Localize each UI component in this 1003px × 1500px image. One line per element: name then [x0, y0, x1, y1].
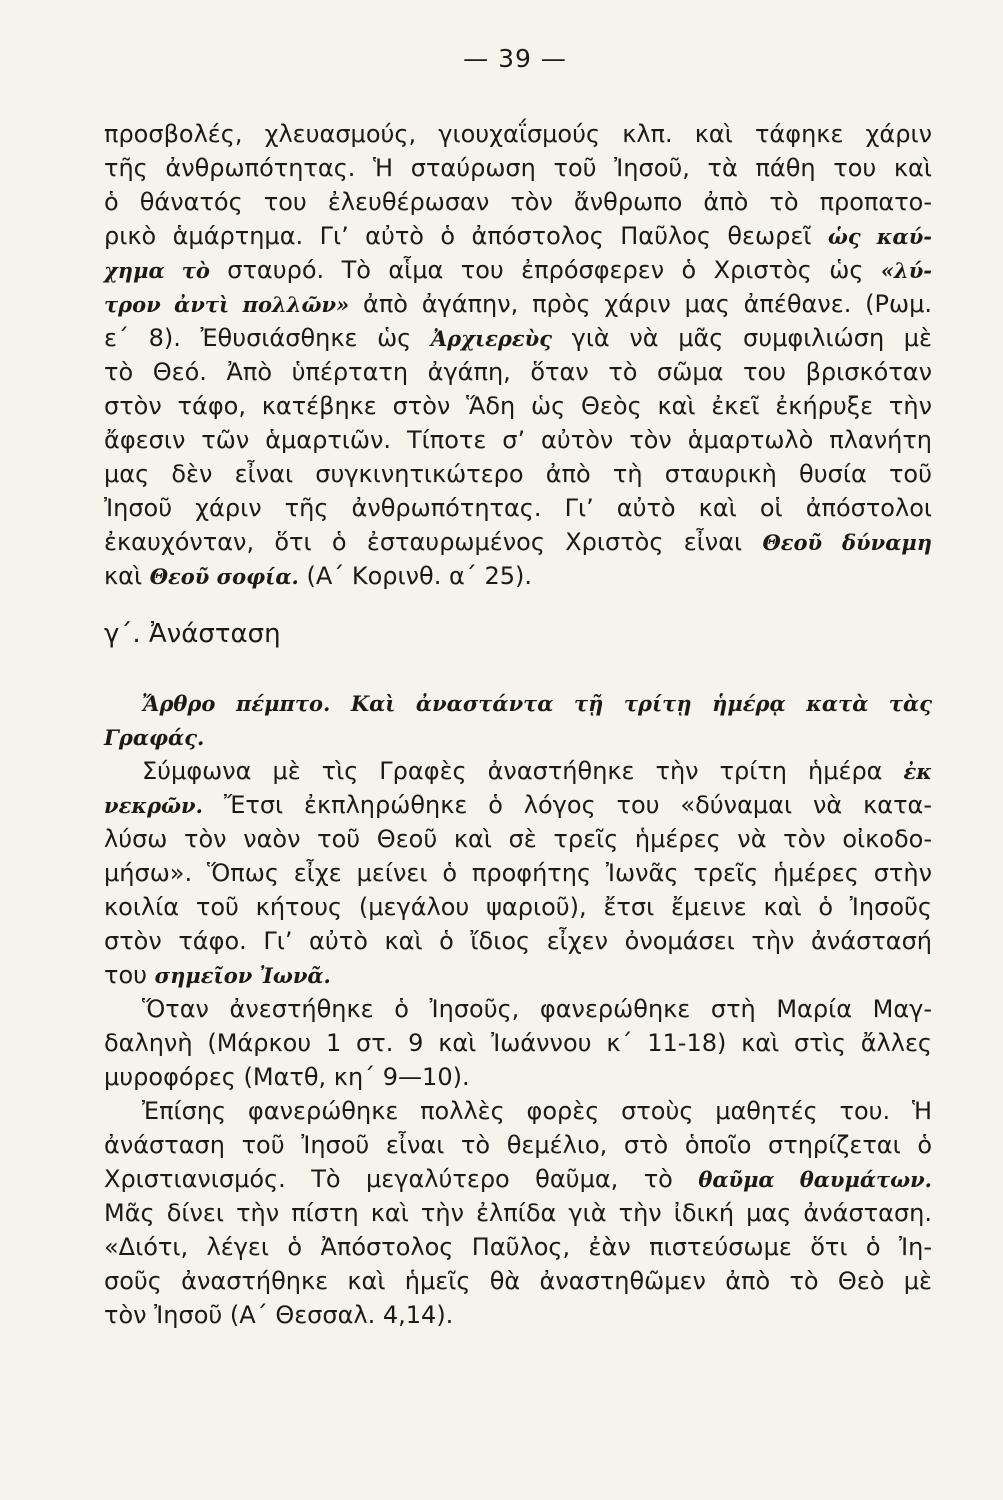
emphasis-text: χημα τὸ [104, 258, 210, 283]
text-run: σοῦς ἀναστήθηκε καὶ ἡμεῖς θὰ ἀναστηθῶμεν ἀπὸ τὸ Θεὸ μὲ [104, 1267, 932, 1295]
article-line [142, 686, 932, 720]
text-run: Ὅταν ἀνεστήθηκε ὁ Ἰησοῦς, φανερώθηκε στὴ Μαρία Μαγ- [142, 995, 932, 1023]
text-line [104, 389, 932, 423]
text-line [104, 355, 932, 389]
text-line [104, 185, 932, 219]
text-run: δαληνὴ (Μάρκου 1 στ. 9 καὶ Ἰωάννου κ΄ 11-18) καὶ στὶς ἄλλες [104, 1029, 932, 1057]
text-line [104, 822, 932, 856]
text-line [142, 992, 932, 1026]
text-run: σταυρό. Τὸ αἷμα του ἐπρόσφερεν ὁ Χριστὸς ὡς [227, 256, 864, 284]
text-run: καὶ [104, 562, 143, 590]
emphasis-text: Ἀρχιερεὺς [430, 326, 552, 351]
text-run: ἐκαυχόνταν, ὅτι ὁ ἐσταυρωμένος Χριστὸς εἶναι [104, 528, 743, 556]
text-run: λύσω τὸν ναὸν τοῦ Θεοῦ καὶ σὲ τρεῖς ἡμέρες νὰ τὸν οἰκοδο- [104, 825, 932, 853]
text-line [104, 219, 932, 253]
text-line [104, 1264, 932, 1298]
text-run: ὁ θάνατός του ἐλευθέρωσαν τὸν ἄνθρωπο ἀπὸ τὸ προπατο- [104, 188, 932, 216]
text-run: τὸν Ἰησοῦ (Α΄ Θεσσαλ. 4,14). [104, 1301, 454, 1329]
text-run: στὸν τάφο. Γι’ αὐτὸ καὶ ὁ ἴδιος εἶχεν ὀνομάσει τὴν ἀνάστασή [104, 927, 932, 955]
text-line [104, 856, 932, 890]
emphasis-text: Θεοῦ δύναμη [762, 530, 932, 555]
text-line [104, 117, 932, 151]
text-run: ε΄ 8). Ἐθυσιάσθηκε ὡς [104, 324, 412, 352]
text-line [104, 491, 932, 525]
text-run: ἄφεσιν τῶν ἁμαρτιῶν. Τίποτε σ’ αὐτὸν τὸν ἁμαρτωλὸ πλανήτη [104, 426, 932, 454]
text-line [104, 1060, 932, 1094]
emphasis-text: «λύ- [880, 258, 932, 283]
text-line [104, 457, 932, 491]
text-run: προσβολές, χλευασμούς, γιουχαΐσμούς κλπ. καὶ τάφηκε χάριν [104, 120, 932, 148]
emphasis-text: σημεῖον Ἰωνᾶ. [154, 963, 331, 988]
text-run: γιὰ νὰ μᾶς συμφιλιώση μὲ [571, 324, 933, 352]
section-heading: γ΄. Ἀνάσταση [104, 619, 281, 649]
text-line [104, 1298, 932, 1332]
text-run: ἀπὸ ἀγάπην, πρὸς χάριν μας ἀπέθανε. (Ρωμ. [363, 290, 932, 318]
text-run: (Α΄ Κορινθ. α΄ 25). [306, 562, 532, 590]
text-line [104, 924, 932, 958]
text-line [142, 1094, 932, 1128]
text-line [104, 321, 932, 355]
text-line [104, 1128, 932, 1162]
text-run: Μᾶς δίνει τὴν πίστη καὶ τὴν ἐλπίδα γιὰ τὴν ἰδική μας ἀνάσταση. [104, 1199, 932, 1227]
text-line [104, 253, 932, 287]
text-run: «Διότι, λέγει ὁ Ἀπόστολος Παῦλος, ἐὰν πιστεύσωμε ὅτι ὁ Ἰη- [104, 1233, 932, 1261]
text-run: Ἰησοῦ χάριν τῆς ἀνθρωπότητας. Γι’ αὐτὸ καὶ οἱ ἀπόστολοι [104, 494, 932, 522]
text-line [104, 1230, 932, 1264]
text-run: τὸ Θεό. Ἀπὸ ὑπέρτατη ἀγάπη, ὅταν τὸ σῶμα του βρισκόταν [104, 358, 932, 386]
text-run: μήσω». Ὅπως εἶχε μείνει ὁ προφήτης Ἰωνᾶς τρεῖς ἡμέρες στὴν [104, 859, 932, 887]
text-run: στὸν τάφο, κατέβηκε στὸν Ἅδη ὡς Θεὸς καὶ ἐκεῖ ἐκήρυξε τὴν [104, 392, 932, 420]
text-line [142, 754, 932, 788]
text-line [104, 559, 932, 593]
text-line [104, 423, 932, 457]
text-line [104, 788, 932, 822]
text-line [104, 525, 932, 559]
text-line [104, 958, 932, 992]
emphasis-text: Ἄρθρο πέμπτο. Καὶ ἀναστάντα τῇ τρίτῃ ἡμέρᾳ κατὰ τὰς [142, 691, 932, 716]
text-run: Χριστιανισμός. Τὸ μεγαλύτερο θαῦμα, τὸ [104, 1165, 673, 1193]
article-line [104, 720, 932, 754]
text-line [104, 151, 932, 185]
emphasis-text: ὡς καύ- [827, 224, 932, 249]
text-run: ἀνάσταση τοῦ Ἰησοῦ εἶναι τὸ θεμέλιο, στὸ ὁποῖο στηρίζεται ὁ [104, 1131, 932, 1159]
emphasis-text: τρον ἀντὶ πολλῶν» [104, 292, 350, 317]
page-number: — 39 — [463, 44, 567, 73]
text-run: του [104, 961, 148, 989]
emphasis-text: Θεοῦ σοφία. [149, 564, 299, 589]
text-run: μυροφόρες (Ματθ, κη΄ 9—10). [104, 1063, 470, 1091]
text-run: κοιλία τοῦ κήτους (μεγάλου ψαριοῦ), ἔτσι ἔμεινε καὶ ὁ Ἰησοῦς [104, 893, 932, 921]
emphasis-text: ἐκ [903, 759, 932, 784]
text-run: Σύμφωνα μὲ τὶς Γραφὲς ἀναστήθηκε τὴν τρίτη ἡμέρα [142, 757, 883, 785]
text-run: Ἐπίσης φανερώθηκε πολλὲς φορὲς στοὺς μαθητές του. Ἡ [142, 1097, 932, 1125]
text-line [104, 1162, 932, 1196]
text-line [104, 1026, 932, 1060]
text-line [104, 1196, 932, 1230]
text-run: μας δὲν εἶναι συγκινητικώτερο ἀπὸ τὴ σταυρικὴ θυσία τοῦ [104, 460, 932, 488]
emphasis-text: θαῦμα θαυμάτων. [698, 1167, 932, 1192]
text-line [104, 287, 932, 321]
text-run: τῆς ἀνθρωπότητας. Ἡ σταύρωση τοῦ Ἰησοῦ, τὰ πάθη του καὶ [104, 154, 932, 182]
emphasis-text: νεκρῶν. [104, 793, 203, 818]
text-run: ρικὸ ἁμάρτημα. Γι’ αὐτὸ ὁ ἀπόστολος Παῦλος θεωρεῖ [104, 222, 812, 250]
text-line [104, 890, 932, 924]
emphasis-text: Γραφάς. [104, 725, 205, 750]
text-run: Ἔτσι ἐκπληρώθηκε ὁ λόγος του «δύναμαι νὰ κατα- [223, 791, 932, 819]
